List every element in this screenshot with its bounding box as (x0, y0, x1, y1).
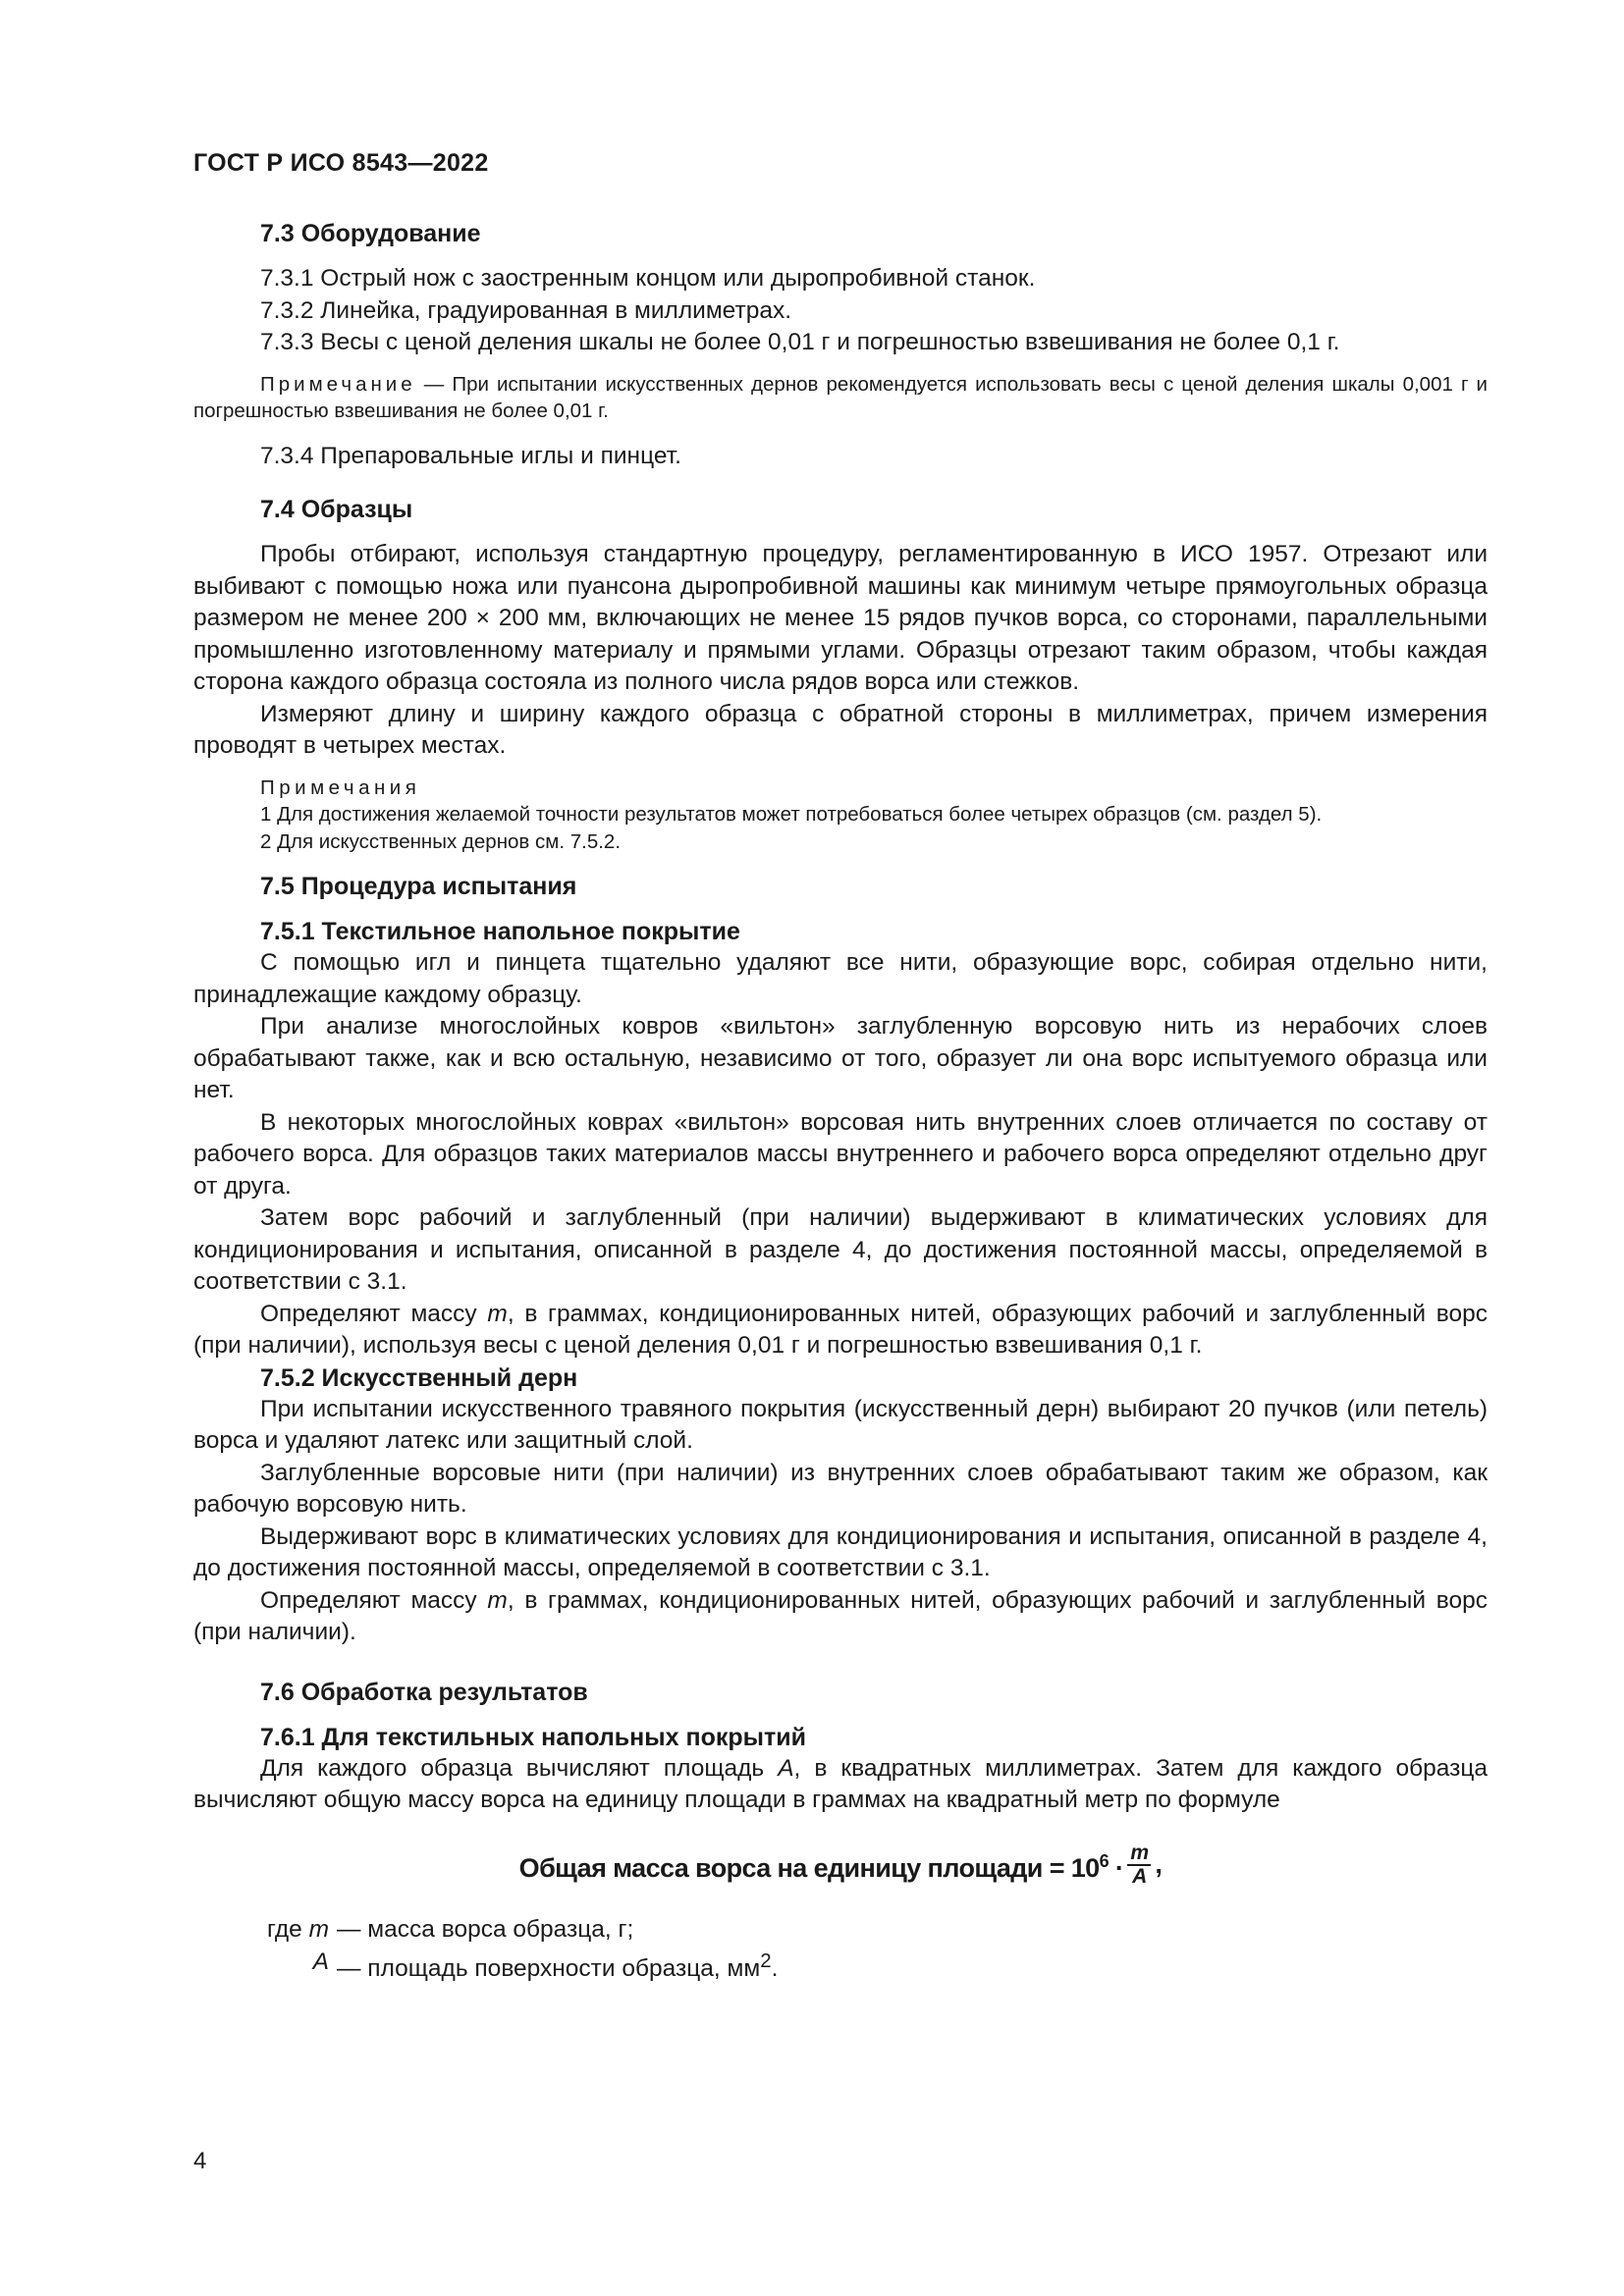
formula-pile-mass-per-area (193, 1842, 1488, 1896)
text-run: Определяют массу (260, 1586, 488, 1614)
note-text: — При испытании искусственных дернов рекомендуется использовать весы с ценой деления шкалы 0,001 г и погрешностью взвешивания не более 0,01 г. (193, 372, 1488, 422)
document-body (193, 218, 1488, 1985)
text-run: , в квадратных миллиметрах. Затем для каждого образца вычисляют общую массу ворса на единицу площади в граммах на квадратный метр по формуле (193, 1754, 1488, 1813)
page-number: 4 (193, 2148, 207, 2174)
legend-desc-m: — масса ворса образца, г; (337, 1915, 634, 1943)
note-7-4-1: 1 Для достижения желаемой точности результатов может потребоваться более четырех образцов (см. раздел 5). (260, 803, 1323, 826)
fraction-denominator: A (1132, 1864, 1147, 1888)
formula-dot: · (1109, 1852, 1124, 1883)
legend-symbol-m: m (308, 1915, 329, 1943)
document-code-header: ГОСТ Р ИСО 8543—2022 (193, 149, 489, 177)
note-label: Примечание (260, 372, 416, 396)
symbol-A: A (778, 1754, 794, 1782)
formula-tail: , (1155, 1849, 1163, 1880)
note-7-4-2: 2 Для искусственных дернов см. 7.5.2. (260, 829, 622, 853)
legend-symbol-A: A (312, 1948, 329, 1975)
section-7-6-title: 7.6 Обработка результатов (260, 1678, 588, 1706)
item-7-3-4: 7.3.4 Препаровальные иглы и пинцет. (260, 442, 681, 469)
item-7-3-1: 7.3.1 Острый нож с заостренным концом или дыропробивной станок. (260, 265, 1036, 292)
text-run: Для каждого образца вычисляют площадь (260, 1754, 779, 1782)
note-7-3 (193, 371, 1488, 425)
legend-key (193, 1913, 337, 1946)
section-7-4-title: 7.4 Образцы (260, 496, 413, 523)
text-run: . (771, 1954, 779, 1982)
subsection-7-5-2-title: 7.5.2 Искусственный дерн (260, 1363, 578, 1392)
paragraph-7-4-2: Измеряют длину и ширину каждого образца с обратной стороны в миллиметрах, причем измерения проводят в четырех местах. (193, 700, 1488, 759)
text-run: — площадь поверхности образца, мм (337, 1954, 761, 1982)
paragraph-7-5-2-3: Выдерживают ворс в климатических условиях для кондиционирования и испытания, описанной в разделе 4, до достижения постоянной массы, определяемой в соответствии с 3.1. (193, 1522, 1488, 1581)
item-7-3-3: 7.3.3 Весы с ценой деления шкалы не более 0,01 г и погрешностью взвешивания не более 0,1 г. (260, 329, 1340, 355)
formula-exponent: 6 (1099, 1850, 1110, 1871)
paragraph-7-6-1-1 (193, 1753, 1488, 1817)
legend-desc-A (337, 1946, 1488, 1985)
paragraph-7-5-1-3: В некоторых многослойных коврах «вильтон» ворсовая нить внутренних слоев отличается по составу от рабочего ворса. Для образцов таких материалов массы внутреннего и рабочего ворса определяют отдельно друг от друга. (193, 1108, 1488, 1200)
symbol-m: m (487, 1586, 508, 1614)
where-prefix: где (267, 1915, 309, 1943)
section-7-5-title: 7.5 Процедура испытания (260, 873, 577, 900)
paragraph-7-5-1-1: С помощью игл и пинцета тщательно удаляют все нити, образующие ворс, собирая отдельно нити, принадлежащие каждому образцу. (193, 949, 1488, 1008)
paragraph-7-5-1-5 (193, 1299, 1488, 1362)
subsection-7-6-1-title: 7.6.1 Для текстильных напольных покрытий (260, 1723, 806, 1751)
subsection-7-5-1-title: 7.5.1 Текстильное напольное покрытие (260, 918, 740, 945)
formula-fraction (1127, 1842, 1151, 1888)
symbol-m: m (487, 1300, 508, 1327)
legend-row-m (193, 1913, 1488, 1946)
paragraph-7-5-2-1: При испытании искусственного травяного покрытия (искусственный дерн) выбирают 20 пучков (или петель) ворса и удаляют латекс или защитный слой. (193, 1395, 1488, 1454)
formula-legend (193, 1913, 1488, 1985)
section-7-3-title: 7.3 Оборудование (260, 220, 481, 247)
legend-row-A (193, 1946, 1488, 1985)
formula-text: Общая масса ворса на единицу площади = 10 (518, 1852, 1100, 1883)
legend-key (193, 1946, 337, 1985)
formula-expression (519, 1845, 1124, 1885)
item-7-3-2: 7.3.2 Линейка, градуированная в миллиметрах. (260, 296, 792, 324)
unit-exponent: 2 (760, 1949, 772, 1972)
paragraph-7-4-1: Пробы отбирают, используя стандартную процедуру, регламентированную в ИСО 1957. Отрезают или выбивают с помощью ножа или пуансона дыропробивной машины как минимум четыре прямоугольных образца размером не менее 200 × 200 мм, включающих не менее 15 рядов пучков ворса, со сторонами, параллельными промышленно изготовленному материалу и прямыми углами. Образцы отрезают таким образом, чтобы каждая сторона каждого образца состояла из полного числа рядов ворса или стежков. (193, 541, 1488, 695)
text-run: , в граммах, кондиционированных нитей, образующих рабочий и заглубленный ворс (при наличии), используя весы с ценой деления 0,01 г и погрешностью взвешивания 0,1 г. (193, 1300, 1488, 1359)
paragraph-7-5-1-4: Затем ворс рабочий и заглубленный (при наличии) выдерживают в климатических условиях для кондиционирования и испытания, описанной в разделе 4, до достижения постоянной массы, определяемой в соответствии с 3.1. (193, 1204, 1488, 1295)
text-run: Определяют массу (260, 1300, 488, 1327)
notes-7-4 (193, 774, 1488, 856)
notes-label: Примечания (260, 775, 421, 799)
paragraph-7-5-1-2: При анализе многослойных ковров «вильтон» заглубленную ворсовую нить из нерабочих слоев обрабатывают также, как и всю остальную, независимо от того, образует ли она ворс испытуемого образца или нет. (193, 1013, 1488, 1103)
text-run: , в граммах, кондиционированных нитей, образующих рабочий и заглубленный ворс (при наличии). (193, 1586, 1488, 1645)
paragraph-7-5-2-4 (193, 1585, 1488, 1649)
fraction-numerator: m (1127, 1842, 1151, 1866)
paragraph-7-5-2-2: Заглубленные ворсовые нити (при наличии) из внутренних слоев обрабатывают таким же образом, как рабочую ворсовую нить. (193, 1459, 1488, 1518)
